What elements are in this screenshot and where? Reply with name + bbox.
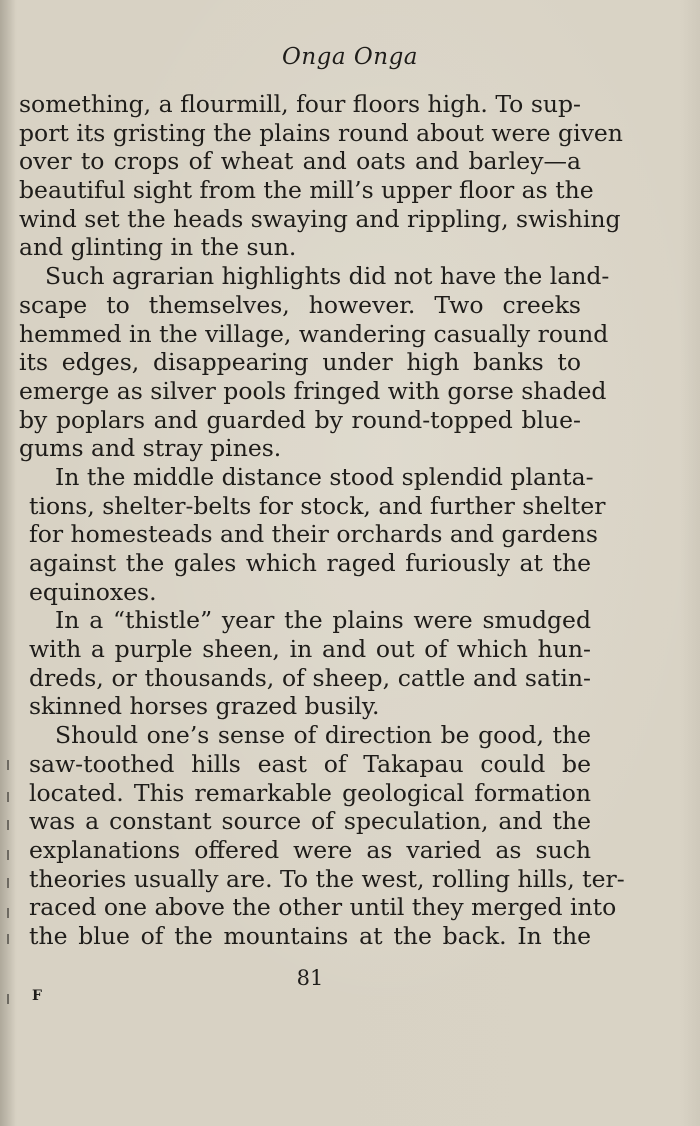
text-line: by poplars and guarded by round-topped blue- <box>19 405 581 434</box>
text-line: In a “thistle” year the plains were smudged <box>55 606 591 635</box>
text-line: emerge as silver pools fringed with gorse shaded <box>19 376 607 405</box>
text-line: theories usually are. To the west, rolling hills, ter- <box>29 864 625 893</box>
edge-mark <box>1 994 9 1004</box>
edge-mark <box>1 908 9 918</box>
text-line: explanations offered were as varied as such <box>29 835 591 864</box>
running-head: Onga Onga <box>281 44 419 70</box>
text-line: hemmed in the village, wandering casually round <box>19 319 609 348</box>
body-text <box>19 90 625 951</box>
text-line: beautiful sight from the mill’s upper floor as the <box>19 176 594 205</box>
text-line: the blue of the mountains at the back. In the <box>29 921 591 950</box>
text-line: port its gristing the plains round about were given <box>19 118 623 147</box>
text-line: dreds, or thousands, of sheep, cattle and satin- <box>29 663 591 692</box>
facing-page-edge <box>0 750 10 1010</box>
text-line: scape to themselves, however. Two creeks <box>19 290 581 319</box>
text-block-bottom <box>19 462 625 951</box>
edge-mark <box>1 820 9 830</box>
text-line: with a purple sheen, in and out of which hun- <box>29 635 591 664</box>
text-line: against the gales which raged furiously at the <box>29 549 591 577</box>
edge-mark <box>1 760 9 770</box>
text-line: for homesteads and their orchards and gardens <box>29 520 598 549</box>
signature-mark: F <box>32 988 42 1004</box>
text-line: tions, shelter-belts for stock, and further shelter <box>29 491 606 520</box>
text-line: equinoxes. <box>29 577 157 606</box>
text-line: saw-toothed hills east of Takapau could be <box>29 749 591 778</box>
text-line: was a constant source of speculation, and the <box>29 807 591 836</box>
text-line: something, a flourmill, four floors high. To sup- <box>19 90 581 118</box>
text-line: In the middle distance stood splendid planta- <box>55 462 594 491</box>
page-number: 81 <box>296 966 324 990</box>
text-line: skinned horses grazed busily. <box>29 692 380 721</box>
edge-mark <box>1 850 9 860</box>
text-line: raced one above the other until they merged into <box>29 893 617 922</box>
text-line: gums and stray pines. <box>19 434 282 463</box>
text-line: wind set the heads swaying and rippling, swishing <box>19 204 621 233</box>
text-line: and glinting in the sun. <box>19 233 297 262</box>
text-line: Should one’s sense of direction be good, the <box>55 721 591 750</box>
edge-mark <box>1 934 9 944</box>
text-line: located. This remarkable geological formation <box>29 778 591 807</box>
edge-mark <box>1 878 9 888</box>
text-block-top <box>19 90 623 463</box>
edge-mark <box>1 792 9 802</box>
text-line: its edges, disappearing under high banks to <box>19 348 581 377</box>
text-line: Such agrarian highlights did not have the land- <box>45 262 610 291</box>
text-line: over to crops of wheat and oats and barley—a <box>19 147 581 176</box>
